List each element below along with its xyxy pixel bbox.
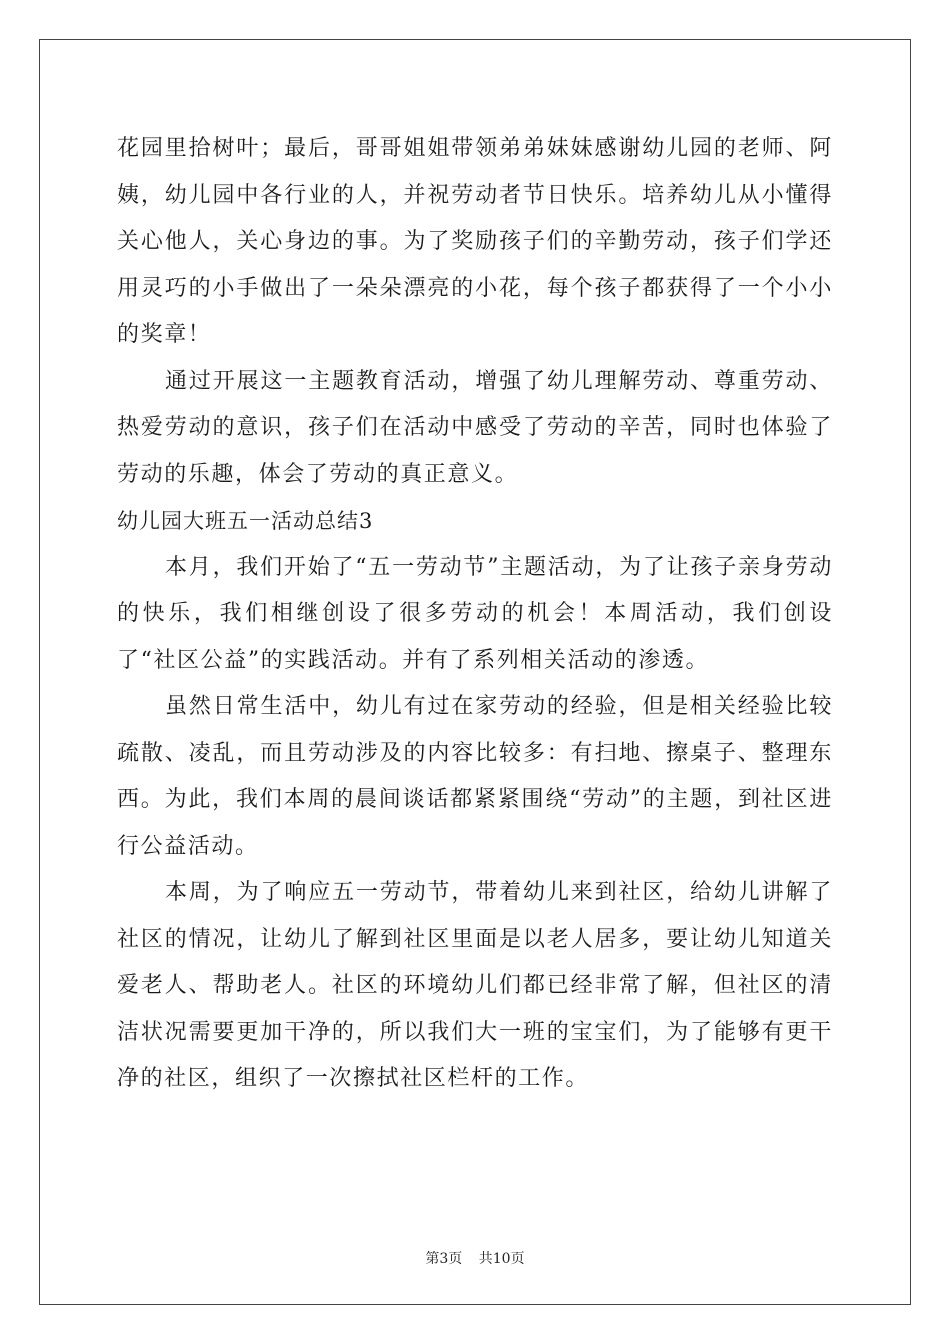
page-number: 第3页 <box>425 1251 463 1267</box>
document-body <box>117 126 833 1103</box>
paragraph-community: 本周，为了响应五一劳动节，带着幼儿来到社区，给幼儿讲解了社区的情况，让幼儿了解到社区里面是以老人居多，要让幼儿知道关爱老人、帮助老人。社区的环境幼儿们都已经非常了解，但社区的清洁状况需要更加干净的，所以我们大一班的宝宝们，为了能够有更干净的社区，组织了一次擦拭社区栏杆的工作。 <box>117 880 833 1091</box>
page-footer <box>0 1248 950 1268</box>
paragraph-intro: 本月，我们开始了“五一劳动节”主题活动，为了让孩子亲身劳动的快乐，我们相继创设了很多劳动的机会！本周活动，我们创设了“社区公益”的实践活动。并有了系列相关活动的渗透。 <box>117 554 833 673</box>
paragraph-experience: 虽然日常生活中，幼儿有过在家劳动的经验，但是相关经验比较疏散、凌乱，而且劳动涉及的内容比较多：有扫地、擦桌子、整理东西。为此，我们本周的晨间谈话都紧紧围绕“劳动”的主题，到社区进行公益活动。 <box>117 694 833 859</box>
paragraph-continued: 花园里拾树叶；最后，哥哥姐姐带领弟弟妹妹感谢幼儿园的老师、阿姨，幼儿园中各行业的人，并祝劳动者节日快乐。培养幼儿从小懂得关心他人，关心身边的事。为了奖励孩子们的辛勤劳动，孩子们学还用灵巧的小手做出了一朵朵漂亮的小花，每个孩子都获得了一个小小的奖章！ <box>117 136 833 347</box>
paragraph-summary: 通过开展这一主题教育活动，增强了幼儿理解劳动、尊重劳动、热爱劳动的意识，孩子们在活动中感受了劳动的辛苦，同时也体验了劳动的乐趣，体会了劳动的真正意义。 <box>117 368 833 487</box>
page-total: 共10页 <box>478 1251 525 1267</box>
section-heading: 幼儿园大班五一活动总结3 <box>117 509 374 533</box>
